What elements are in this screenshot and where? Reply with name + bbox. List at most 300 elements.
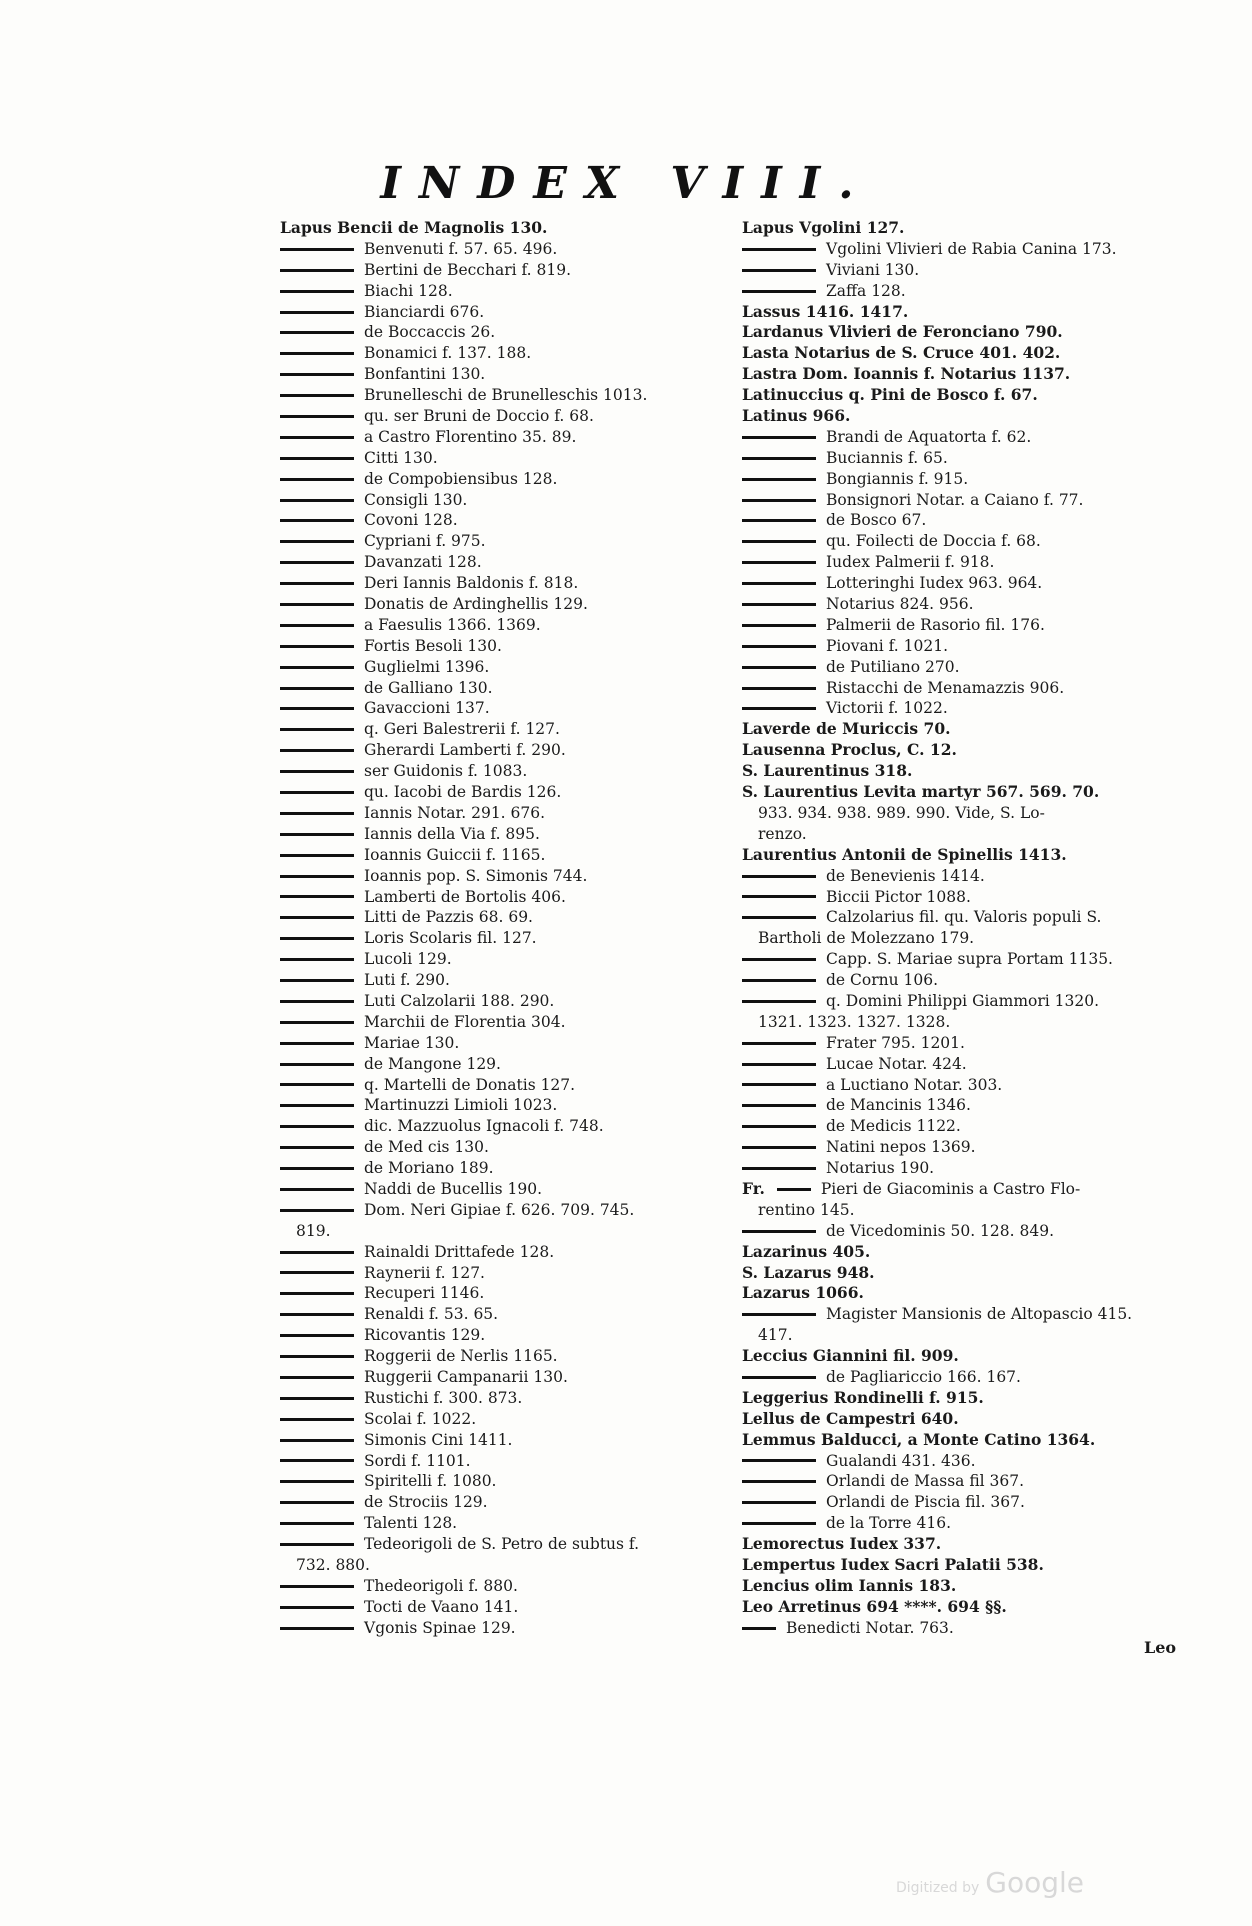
repeat-dash: [280, 791, 354, 794]
repeat-dash: [742, 603, 816, 606]
repeat-dash: [742, 707, 816, 710]
repeat-dash: [280, 1063, 354, 1066]
repeat-dash: [742, 499, 816, 502]
index-entry-text: de Galliano 130.: [364, 678, 493, 697]
index-entry-text: Naddi de Bucellis 190.: [364, 1179, 543, 1198]
repeat-dash: [742, 687, 816, 690]
repeat-dash: [280, 499, 354, 502]
repeat-dash: [280, 875, 354, 878]
index-entry-text: Ristacchi de Menamazzis 906.: [826, 678, 1065, 697]
repeat-dash: [280, 1376, 354, 1379]
index-entry-text: a Faesulis 1366. 1369.: [364, 615, 541, 634]
index-entry-text: Frater 795. 1201.: [826, 1033, 965, 1052]
repeat-dash: [280, 561, 354, 564]
index-entry-text: Consigli 130.: [364, 490, 468, 509]
index-entry: [280, 782, 740, 803]
index-entry-text: Lazarus 1066.: [742, 1283, 864, 1303]
index-entry: [280, 1471, 740, 1492]
repeat-dash: [280, 1000, 354, 1003]
repeat-dash: [742, 290, 816, 293]
index-entry: [280, 1200, 740, 1221]
index-entry: [280, 364, 740, 385]
index-entry: [742, 218, 1187, 239]
repeat-dash: [280, 687, 354, 690]
repeat-dash: [742, 1501, 816, 1504]
index-entry: [742, 1618, 1187, 1639]
index-entry-text: de Moriano 189.: [364, 1159, 494, 1178]
index-entry: [742, 1242, 1187, 1263]
index-entry-text: Lausenna Proclus, C. 12.: [742, 740, 957, 760]
repeat-dash: [280, 331, 354, 334]
index-entry: [742, 1409, 1187, 1430]
index-entry-text: de Med cis 130.: [364, 1138, 489, 1157]
repeat-dash: [280, 1501, 354, 1504]
index-entry: [280, 1304, 740, 1325]
repeat-dash: [742, 895, 816, 898]
index-entry: [280, 1430, 740, 1451]
index-entry: [280, 302, 740, 323]
index-entry: [742, 531, 1187, 552]
index-entry: [742, 1534, 1187, 1555]
repeat-dash: [280, 352, 354, 355]
index-entry: [280, 1075, 740, 1096]
index-entry: [280, 698, 740, 719]
index-entry-text: Calzolarius fil. qu. Valoris populi S.: [826, 908, 1102, 927]
index-entry-text: de Vicedominis 50. 128. 849.: [826, 1221, 1055, 1240]
index-entry-text: Lemorectus Iudex 337.: [742, 1534, 942, 1554]
index-entry-text: de Compobiensibus 128.: [364, 469, 558, 488]
repeat-dash: [280, 1271, 354, 1274]
repeat-dash: [280, 1355, 354, 1358]
repeat-dash: [280, 290, 354, 293]
index-entry: [280, 970, 740, 991]
index-entry: [280, 1555, 740, 1576]
repeat-dash: [280, 248, 354, 251]
index-entry: [742, 698, 1187, 719]
repeat-dash: [280, 770, 354, 773]
repeat-dash: [280, 1292, 354, 1295]
repeat-dash: [280, 1334, 354, 1337]
index-entry-text: Deri Iannis Baldonis f. 818.: [364, 574, 579, 593]
index-entry: [280, 1492, 740, 1513]
index-entry: [280, 1012, 740, 1033]
index-entry-text: 417.: [758, 1326, 793, 1345]
index-entry: [742, 1346, 1187, 1367]
index-entry-text: Guglielmi 1396.: [364, 657, 490, 676]
index-entry-text: rentino 145.: [758, 1200, 855, 1219]
index-entry: [280, 1137, 740, 1158]
fr-prefix: Fr.: [742, 1178, 765, 1198]
index-entry-text: Bonamici f. 137. 188.: [364, 344, 532, 363]
index-entry: [742, 1283, 1187, 1304]
repeat-dash: [280, 707, 354, 710]
index-entry-text: Ricovantis 129.: [364, 1326, 486, 1345]
index-entry: [742, 1200, 1187, 1221]
index-entry-text: S. Laurentius Levita martyr 567. 569. 70.: [742, 782, 1100, 802]
index-entry-text: Lazarinus 405.: [742, 1241, 871, 1261]
index-entry-text: Lapus Vgolini 127.: [742, 218, 905, 237]
index-entry-text: Gualandi 431. 436.: [826, 1451, 976, 1470]
index-entry: [742, 1304, 1187, 1325]
index-entry: [742, 385, 1187, 406]
index-entry-text: Zaffa 128.: [826, 281, 906, 300]
index-entry: [280, 531, 740, 552]
index-entry-text: Bertini de Becchari f. 819.: [364, 260, 572, 279]
repeat-dash: [280, 624, 354, 627]
index-entry-text: qu. ser Bruni de Doccio f. 68.: [364, 407, 594, 426]
repeat-dash: [280, 1083, 354, 1086]
index-entry-text: Gavaccioni 137.: [364, 699, 490, 718]
index-entry-text: de la Torre 416.: [826, 1514, 952, 1533]
repeat-dash: [280, 540, 354, 543]
index-entry: [280, 1597, 740, 1618]
index-entry-text: Lassus 1416. 1417.: [742, 301, 909, 321]
index-entry: [742, 1471, 1187, 1492]
index-entry-text: Bonsignori Notar. a Caiano f. 77.: [826, 490, 1084, 509]
index-entry-text: Leggerius Rondinelli f. 915.: [742, 1387, 984, 1407]
index-entry: [742, 949, 1187, 970]
index-entry-text: Buciannis f. 65.: [826, 448, 948, 467]
index-entry-text: de Mancinis 1346.: [826, 1096, 971, 1115]
index-entry: [742, 281, 1187, 302]
index-entry: [742, 302, 1187, 323]
index-entry-text: Biccii Pictor 1088.: [826, 887, 971, 906]
index-entry: [280, 1095, 740, 1116]
watermark: [896, 1866, 1084, 1899]
index-entry: [280, 991, 740, 1012]
index-entry: [742, 427, 1187, 448]
index-entry-text: q. Domini Philippi Giammori 1320.: [826, 991, 1100, 1010]
index-entry: [280, 406, 740, 427]
index-entry: [280, 552, 740, 573]
repeat-dash: [742, 436, 816, 439]
index-entry: [742, 448, 1187, 469]
repeat-dash: [280, 603, 354, 606]
index-entry-text: Davanzati 128.: [364, 553, 482, 572]
index-entry: [742, 1597, 1187, 1618]
index-entry-text: Simonis Cini 1411.: [364, 1430, 513, 1449]
repeat-dash: [742, 1627, 776, 1630]
index-entry: [742, 887, 1187, 908]
index-entry-text: de Pagliariccio 166. 167.: [826, 1367, 1021, 1386]
index-entry: [280, 1283, 740, 1304]
index-entry: [280, 1221, 740, 1242]
index-entry: [742, 719, 1187, 740]
index-entry-text: Notarius 824. 956.: [826, 595, 974, 614]
index-entry: [280, 1325, 740, 1346]
index-entry-text: Roggerii de Nerlis 1165.: [364, 1347, 558, 1366]
index-entry-text: Lucae Notar. 424.: [826, 1054, 967, 1073]
repeat-dash: [280, 1585, 354, 1588]
repeat-dash: [742, 1376, 816, 1379]
index-entry: [280, 719, 740, 740]
watermark-brand: Google: [985, 1866, 1085, 1899]
index-entry-text: Luti Calzolarii 188. 290.: [364, 991, 555, 1010]
index-entry: [280, 636, 740, 657]
index-entry: [280, 740, 740, 761]
index-entry-text: Lastra Dom. Ioannis f. Notarius 1137.: [742, 364, 1071, 384]
index-entry: [280, 1242, 740, 1263]
repeat-dash: [280, 269, 354, 272]
index-entry: [742, 1033, 1187, 1054]
index-entry-text: Viviani 130.: [826, 260, 920, 279]
index-entry-text: a Luctiano Notar. 303.: [826, 1075, 1003, 1094]
index-entry-text: Talenti 128.: [364, 1514, 458, 1533]
index-entry: [280, 260, 740, 281]
repeat-dash: [742, 248, 816, 251]
repeat-dash: [280, 1167, 354, 1170]
repeat-dash: [742, 1083, 816, 1086]
index-entry: [742, 782, 1187, 803]
index-entry-text: Thedeorigoli f. 880.: [364, 1576, 518, 1595]
index-entry: [280, 657, 740, 678]
index-entry-text: Lasta Notarius de S. Cruce 401. 402.: [742, 343, 1061, 363]
index-entry: [280, 615, 740, 636]
index-entry-text: qu. Foilecti de Doccia f. 68.: [826, 532, 1041, 551]
index-entry: [280, 1618, 740, 1639]
index-entry: [742, 1012, 1187, 1033]
index-entry: [742, 1054, 1187, 1075]
index-entry-text: 732. 880.: [296, 1556, 370, 1574]
index-entry: [280, 1576, 740, 1597]
index-entry: [280, 678, 740, 699]
index-entry-text: Brandi de Aquatorta f. 62.: [826, 427, 1032, 446]
index-entry-text: Covoni 128.: [364, 511, 458, 530]
index-entry-text: Lencius olim Iannis 183.: [742, 1575, 957, 1595]
index-entry-text: de Strociis 129.: [364, 1493, 488, 1512]
repeat-dash: [280, 749, 354, 752]
index-entry: [742, 1116, 1187, 1137]
index-entry: [742, 322, 1187, 343]
repeat-dash: [742, 958, 816, 961]
index-entry-text: Capp. S. Mariae supra Portam 1135.: [826, 950, 1113, 969]
page-title: INDEX VIII.: [380, 158, 872, 209]
index-entry-text: Ioannis pop. S. Simonis 744.: [364, 866, 588, 885]
index-entry: [280, 322, 740, 343]
index-entry: [280, 490, 740, 511]
index-entry-text: de Bosco 67.: [826, 511, 927, 530]
index-entry-text: Brunelleschi de Brunelleschis 1013.: [364, 386, 648, 405]
index-entry-text: Pieri de Giacominis a Castro Flo-: [820, 1179, 1081, 1198]
index-entry-text: Dom. Neri Gipiae f. 626. 709. 745.: [364, 1200, 635, 1219]
index-entry-text: Raynerii f. 127.: [364, 1263, 485, 1282]
repeat-dash: [742, 582, 816, 585]
index-entry-text: Laurentius Antonii de Spinellis 1413.: [742, 844, 1067, 864]
index-entry-text: Lellus de Campestri 640.: [742, 1408, 959, 1428]
repeat-dash: [280, 1439, 354, 1442]
repeat-dash: [280, 958, 354, 961]
repeat-dash: [742, 540, 816, 543]
repeat-dash: [280, 394, 354, 397]
index-entry-text: Natini nepos 1369.: [826, 1138, 976, 1157]
index-entry: [742, 239, 1187, 260]
repeat-dash: [280, 373, 354, 376]
index-entry: [742, 364, 1187, 385]
index-entry: [280, 218, 740, 239]
index-entry: [742, 740, 1187, 761]
index-entry: [742, 991, 1187, 1012]
index-entry: [742, 406, 1187, 427]
index-entry: [742, 824, 1187, 845]
index-entry-text: S. Lazarus 948.: [742, 1262, 875, 1282]
index-entry-text: Notarius 190.: [826, 1159, 935, 1178]
index-entry: [742, 866, 1187, 887]
repeat-dash: [280, 1146, 354, 1149]
repeat-dash: [280, 1209, 354, 1212]
index-entry: [280, 1033, 740, 1054]
repeat-dash: [742, 1000, 816, 1003]
index-entry-text: Loris Scolaris fil. 127.: [364, 929, 537, 948]
repeat-dash: [280, 519, 354, 522]
index-entry-text: Orlandi de Massa fil 367.: [826, 1472, 1025, 1491]
index-entry-text: ser Guidonis f. 1083.: [364, 762, 528, 781]
index-entry-text: Tedeorigoli de S. Petro de subtus f.: [364, 1535, 640, 1554]
index-entry: [280, 845, 740, 866]
index-entry: [280, 385, 740, 406]
repeat-dash: [742, 645, 816, 648]
repeat-dash: [280, 1418, 354, 1421]
repeat-dash: [280, 1627, 354, 1630]
watermark-prefix: Digitized by: [896, 1880, 980, 1896]
index-entry: [280, 761, 740, 782]
index-entry: [742, 1095, 1187, 1116]
index-entry: [280, 510, 740, 531]
index-entry-text: Magister Mansionis de Altopascio 415.: [826, 1305, 1133, 1324]
index-entry: [742, 1451, 1187, 1472]
repeat-dash: [742, 457, 816, 460]
index-entry-text: Tocti de Vaano 141.: [364, 1597, 519, 1616]
index-entry-text: Benvenuti f. 57. 65. 496.: [364, 239, 558, 258]
index-entry: [280, 427, 740, 448]
index-entry: [742, 1555, 1187, 1576]
repeat-dash: [742, 1167, 816, 1170]
repeat-dash: [280, 1042, 354, 1045]
index-entry: [280, 1534, 740, 1555]
index-entry: [742, 1263, 1187, 1284]
repeat-dash: [742, 916, 816, 919]
index-entry-text: Biachi 128.: [364, 281, 453, 300]
index-entry-text: de Putiliano 270.: [826, 657, 960, 676]
repeat-dash: [280, 1125, 354, 1128]
repeat-dash: [742, 1522, 816, 1525]
index-entry-text: de Cornu 106.: [826, 971, 939, 990]
index-entry: [742, 1158, 1187, 1179]
repeat-dash: [742, 1146, 816, 1149]
index-entry: [742, 594, 1187, 615]
index-entry-text: Gherardi Lamberti f. 290.: [364, 741, 566, 760]
repeat-dash: [742, 519, 816, 522]
repeat-dash: [742, 1104, 816, 1107]
index-entry-text: S. Laurentinus 318.: [742, 761, 913, 781]
index-entry-text: Litti de Pazzis 68. 69.: [364, 908, 533, 927]
index-entry-text: Recuperi 1146.: [364, 1284, 485, 1303]
index-entry-text: Lucoli 129.: [364, 950, 452, 969]
index-entry-text: Bartholi de Molezzano 179.: [758, 929, 975, 948]
index-entry-text: Orlandi de Piscia fil. 367.: [826, 1493, 1025, 1512]
index-entry-text: Spiritelli f. 1080.: [364, 1472, 497, 1491]
repeat-dash: [280, 1522, 354, 1525]
repeat-dash: [280, 916, 354, 919]
repeat-dash: [280, 895, 354, 898]
index-entry: [742, 260, 1187, 281]
index-entry-text: Leo Arretinus 694 ****. 694 §§.: [742, 1596, 1007, 1616]
index-entry: [280, 1388, 740, 1409]
index-entry-text: Laverde de Muriccis 70.: [742, 719, 951, 739]
repeat-dash: [280, 582, 354, 585]
index-entry-text: 933. 934. 938. 989. 990. Vide, S. Lo-: [758, 803, 1045, 822]
index-entry: [280, 1158, 740, 1179]
index-entry-text: Palmerii de Rasorio fil. 176.: [826, 615, 1045, 634]
index-entry-text: Vgolini Vlivieri de Rabia Canina 173.: [826, 239, 1117, 258]
repeat-dash: [280, 1606, 354, 1609]
index-entry: [280, 1409, 740, 1430]
index-entry: [280, 907, 740, 928]
index-entry-text: Ruggerii Campanarii 130.: [364, 1367, 568, 1386]
index-entry-text: Iannis Notar. 291. 676.: [364, 803, 546, 822]
index-entry: [742, 343, 1187, 364]
repeat-dash: [280, 1543, 354, 1546]
right-index-column: [742, 218, 1187, 1639]
repeat-dash: [280, 812, 354, 815]
repeat-dash: [280, 937, 354, 940]
repeat-dash: [742, 1042, 816, 1045]
index-entry: [742, 928, 1187, 949]
index-entry-text: renzo.: [758, 824, 807, 843]
repeat-dash: [280, 666, 354, 669]
index-entry: [280, 239, 740, 260]
index-entry: [742, 657, 1187, 678]
index-entry-text: Martinuzzi Limioli 1023.: [364, 1096, 558, 1115]
index-entry: [742, 1179, 1187, 1200]
index-entry: [742, 615, 1187, 636]
index-entry-text: Scolai f. 1022.: [364, 1409, 477, 1428]
repeat-dash: [280, 979, 354, 982]
index-entry-text: a Castro Florentino 35. 89.: [364, 427, 577, 446]
repeat-dash: [742, 561, 816, 564]
index-entry-text: 819.: [296, 1221, 331, 1240]
index-entry-text: Lempertus Iudex Sacri Palatii 538.: [742, 1555, 1044, 1574]
index-entry-text: Rainaldi Drittafede 128.: [364, 1242, 555, 1261]
index-entry: [280, 594, 740, 615]
repeat-dash: [280, 1397, 354, 1400]
index-entry-text: de Benevienis 1414.: [826, 866, 985, 885]
index-entry: [280, 887, 740, 908]
index-entry: [280, 866, 740, 887]
repeat-dash: [280, 457, 354, 460]
repeat-dash: [280, 436, 354, 439]
index-entry-text: Lotteringhi Iudex 963. 964.: [826, 574, 1043, 593]
index-entry-text: de Boccaccis 26.: [364, 323, 496, 342]
index-entry: [742, 636, 1187, 657]
index-entry-text: 1321. 1323. 1327. 1328.: [758, 1012, 951, 1031]
repeat-dash: [742, 666, 816, 669]
index-entry: [742, 1075, 1187, 1096]
index-entry-text: de Mangone 129.: [364, 1054, 501, 1073]
repeat-dash: [280, 1459, 354, 1462]
index-entry-text: Ioannis Guiccii f. 1165.: [364, 845, 546, 864]
repeat-dash: [280, 1313, 354, 1316]
repeat-dash: [742, 269, 816, 272]
index-entry-text: Cypriani f. 975.: [364, 532, 486, 551]
index-entry: [280, 1513, 740, 1534]
repeat-dash: [742, 1063, 816, 1066]
repeat-dash: [280, 728, 354, 731]
index-entry: [280, 1054, 740, 1075]
index-entry-text: Piovani f. 1021.: [826, 636, 948, 655]
repeat-dash: [280, 478, 354, 481]
index-entry-text: Lemmus Balducci, a Monte Catino 1364.: [742, 1429, 1096, 1449]
index-entry: [280, 1346, 740, 1367]
